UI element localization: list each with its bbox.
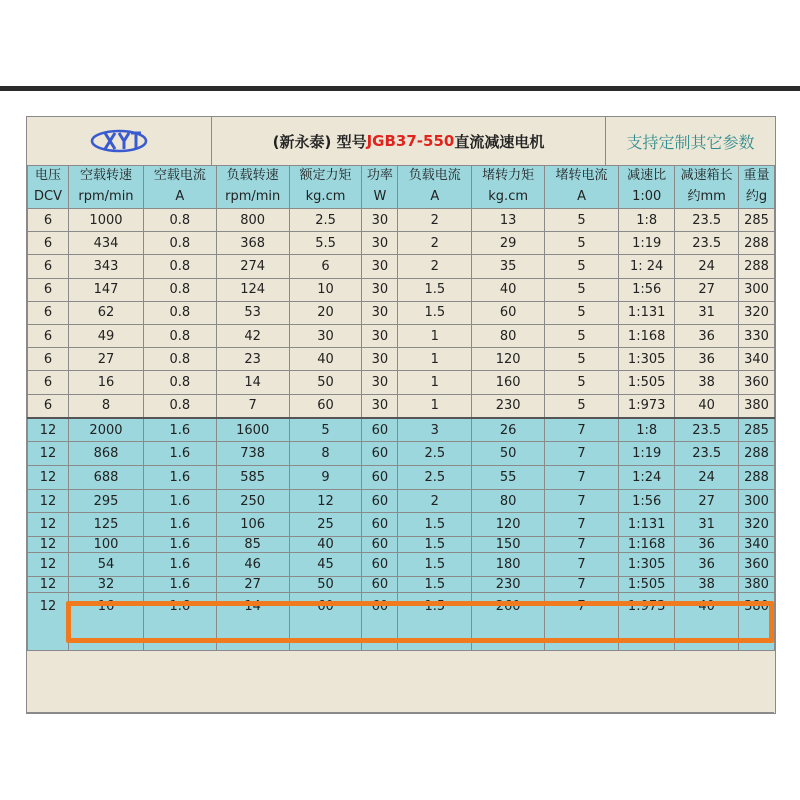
table-cell: 30 <box>362 371 398 394</box>
table-cell: 60 <box>362 442 398 466</box>
table-cell: 12 <box>28 553 69 577</box>
table-cell: 60 <box>362 592 398 650</box>
table-row <box>28 278 775 301</box>
table-cell: 1:168 <box>618 537 674 553</box>
table-cell: 36 <box>675 348 739 371</box>
table-cell: 60 <box>362 576 398 592</box>
table-cell: 1 <box>398 348 472 371</box>
table-cell: 1.6 <box>143 489 216 513</box>
table-cell: 147 <box>69 278 144 301</box>
table-row <box>28 232 775 255</box>
table-cell: 36 <box>675 324 739 347</box>
table-cell: 260 <box>472 592 545 650</box>
column-unit: A <box>577 189 586 204</box>
table-cell: 60 <box>362 537 398 553</box>
table-cell: 1.6 <box>143 442 216 466</box>
column-label: 空载电流 <box>153 168 206 183</box>
table-cell: 30 <box>289 324 362 347</box>
table-cell: 1.5 <box>398 278 472 301</box>
table-cell: 35 <box>472 255 545 278</box>
table-cell: 45 <box>289 553 362 577</box>
table-cell: 6 <box>28 371 69 394</box>
table-cell: 49 <box>69 324 144 347</box>
table-cell: 1:131 <box>618 301 674 324</box>
table-cell: 30 <box>362 394 398 418</box>
table-cell: 0.8 <box>143 348 216 371</box>
table-cell: 12 <box>28 489 69 513</box>
table-row <box>28 324 775 347</box>
table-cell: 0.8 <box>143 255 216 278</box>
table-cell: 1 <box>398 324 472 347</box>
table-cell: 1 <box>398 394 472 418</box>
table-cell: 30 <box>362 324 398 347</box>
table-cell: 10 <box>289 278 362 301</box>
table-cell: 2.5 <box>398 466 472 490</box>
table-cell: 6 <box>28 278 69 301</box>
table-row <box>28 394 775 418</box>
table-cell: 5.5 <box>289 232 362 255</box>
table-cell: 300 <box>738 489 774 513</box>
table-row <box>28 466 775 490</box>
bottom-rule <box>26 712 774 713</box>
table-cell: 6 <box>28 394 69 418</box>
table-cell: 285 <box>738 418 774 442</box>
spec-table <box>27 165 775 651</box>
table-cell: 7 <box>545 537 619 553</box>
table-cell: 40 <box>472 278 545 301</box>
table-cell: 2000 <box>69 418 144 442</box>
table-cell: 23 <box>216 348 289 371</box>
table-cell: 30 <box>362 348 398 371</box>
table-cell: 285 <box>738 209 774 232</box>
table-cell: 1:973 <box>618 394 674 418</box>
table-cell: 7 <box>216 394 289 418</box>
table-cell: 24 <box>675 255 739 278</box>
table-cell: 5 <box>545 255 619 278</box>
table-cell: 36 <box>675 537 739 553</box>
table-cell: 8 <box>289 442 362 466</box>
table-cell: 2.5 <box>398 442 472 466</box>
table-cell: 50 <box>472 442 545 466</box>
table-cell: 1.6 <box>143 513 216 537</box>
table-cell: 6 <box>28 255 69 278</box>
product-title <box>212 117 606 165</box>
table-cell: 800 <box>216 209 289 232</box>
column-label: 功率 <box>366 168 393 183</box>
model-prefix: 型号 <box>336 132 367 151</box>
table-cell: 50 <box>289 371 362 394</box>
table-cell: 5 <box>545 371 619 394</box>
column-unit: W <box>373 189 387 204</box>
table-cell: 5 <box>545 278 619 301</box>
table-cell: 5 <box>545 232 619 255</box>
table-cell: 30 <box>362 232 398 255</box>
table-cell: 60 <box>362 418 398 442</box>
table-cell: 60 <box>289 394 362 418</box>
xyt-logo <box>89 126 149 156</box>
column-label: 堵转力矩 <box>482 168 535 183</box>
table-cell: 1:56 <box>618 278 674 301</box>
column-unit: DCV <box>34 189 62 204</box>
table-cell: 42 <box>216 324 289 347</box>
table-row <box>28 209 775 232</box>
table-cell: 12 <box>28 513 69 537</box>
table-cell: 1:305 <box>618 348 674 371</box>
table-cell: 7 <box>545 513 619 537</box>
table-cell: 360 <box>738 371 774 394</box>
table-cell: 80 <box>472 324 545 347</box>
table-cell: 2 <box>398 255 472 278</box>
column-header <box>362 166 398 209</box>
column-label: 堵转电流 <box>555 168 608 183</box>
table-cell: 1:973 <box>618 592 674 650</box>
table-cell: 1.6 <box>143 592 216 650</box>
table-cell: 27 <box>675 489 739 513</box>
title-row <box>27 117 775 165</box>
table-cell: 300 <box>738 278 774 301</box>
table-cell: 26 <box>472 418 545 442</box>
table-cell: 1.6 <box>143 418 216 442</box>
column-unit: kg.cm <box>305 189 346 204</box>
table-cell: 14 <box>216 371 289 394</box>
table-cell: 27 <box>69 348 144 371</box>
table-cell: 30 <box>362 301 398 324</box>
table-cell: 688 <box>69 466 144 490</box>
table-cell: 2 <box>398 232 472 255</box>
table-cell: 5 <box>545 324 619 347</box>
table-cell: 230 <box>472 394 545 418</box>
table-cell: 434 <box>69 232 144 255</box>
table-cell: 46 <box>216 553 289 577</box>
table-cell: 30 <box>362 255 398 278</box>
table-cell: 288 <box>738 255 774 278</box>
column-unit: kg.cm <box>488 189 529 204</box>
table-cell: 2 <box>398 209 472 232</box>
table-cell: 1:8 <box>618 418 674 442</box>
table-cell: 6 <box>28 232 69 255</box>
table-row <box>28 576 775 592</box>
column-header <box>618 166 674 209</box>
column-header <box>28 166 69 209</box>
table-cell: 100 <box>69 537 144 553</box>
table-cell: 60 <box>362 489 398 513</box>
table-cell: 13 <box>472 209 545 232</box>
table-cell: 2 <box>398 489 472 513</box>
table-cell: 1:168 <box>618 324 674 347</box>
table-cell: 16 <box>69 371 144 394</box>
table-cell: 0.8 <box>143 301 216 324</box>
table-row <box>28 513 775 537</box>
table-cell: 12 <box>28 576 69 592</box>
table-cell: 38 <box>675 371 739 394</box>
table-cell: 7 <box>545 576 619 592</box>
table-cell: 380 <box>738 394 774 418</box>
table-cell: 1:131 <box>618 513 674 537</box>
table-cell: 380 <box>738 576 774 592</box>
table-cell: 7 <box>545 489 619 513</box>
table-cell: 124 <box>216 278 289 301</box>
table-cell: 360 <box>738 553 774 577</box>
table-cell: 340 <box>738 348 774 371</box>
table-cell: 54 <box>69 553 144 577</box>
table-cell: 6 <box>28 209 69 232</box>
table-cell: 0.8 <box>143 232 216 255</box>
table-cell: 27 <box>216 576 289 592</box>
table-cell: 180 <box>472 553 545 577</box>
table-cell: 25 <box>289 513 362 537</box>
table-row <box>28 537 775 553</box>
column-unit: rpm/min <box>225 189 281 204</box>
column-label: 负载电流 <box>408 168 461 183</box>
table-cell: 50 <box>289 576 362 592</box>
custom-note: 支持定制其它参数 <box>606 117 775 165</box>
table-cell: 738 <box>216 442 289 466</box>
table-cell: 1:56 <box>618 489 674 513</box>
table-cell: 1.5 <box>398 553 472 577</box>
column-label: 空载转速 <box>79 168 132 183</box>
table-cell: 330 <box>738 324 774 347</box>
table-cell: 23.5 <box>675 442 739 466</box>
table-cell: 1:8 <box>618 209 674 232</box>
column-header <box>472 166 545 209</box>
table-cell: 288 <box>738 442 774 466</box>
column-unit: 1:00 <box>632 189 662 204</box>
table-cell: 1.6 <box>143 537 216 553</box>
column-header <box>398 166 472 209</box>
table-cell: 60 <box>289 592 362 650</box>
column-header <box>143 166 216 209</box>
brand-name: (新永泰) <box>272 132 332 151</box>
table-row <box>28 418 775 442</box>
table-cell: 1:305 <box>618 553 674 577</box>
table-cell: 12 <box>28 442 69 466</box>
table-cell: 53 <box>216 301 289 324</box>
table-row <box>28 348 775 371</box>
table-cell: 320 <box>738 513 774 537</box>
table-cell: 31 <box>675 513 739 537</box>
table-cell: 62 <box>69 301 144 324</box>
table-cell: 20 <box>289 301 362 324</box>
table-cell: 1.5 <box>398 301 472 324</box>
table-cell: 160 <box>472 371 545 394</box>
column-header <box>675 166 739 209</box>
table-cell: 7 <box>545 442 619 466</box>
header-row <box>28 166 775 209</box>
table-cell: 23.5 <box>675 232 739 255</box>
table-cell: 5 <box>289 418 362 442</box>
table-cell: 585 <box>216 466 289 490</box>
column-header <box>289 166 362 209</box>
column-label: 额定力矩 <box>299 168 352 183</box>
table-cell: 6 <box>28 301 69 324</box>
table-cell: 1:505 <box>618 371 674 394</box>
table-cell: 27 <box>675 278 739 301</box>
column-unit: 约g <box>745 189 768 204</box>
column-unit: rpm/min <box>78 189 134 204</box>
table-cell: 288 <box>738 232 774 255</box>
highlighted-row-frame <box>66 601 774 643</box>
table-cell: 0.8 <box>143 371 216 394</box>
table-row <box>28 553 775 577</box>
table-cell: 368 <box>216 232 289 255</box>
table-cell: 36 <box>675 553 739 577</box>
table-cell: 7 <box>545 418 619 442</box>
table-cell: 0.8 <box>143 394 216 418</box>
table-cell: 5 <box>545 394 619 418</box>
table-cell: 120 <box>472 348 545 371</box>
table-cell: 60 <box>472 301 545 324</box>
table-cell: 30 <box>362 278 398 301</box>
table-cell: 23.5 <box>675 209 739 232</box>
table-cell: 7 <box>545 466 619 490</box>
table-cell: 1.6 <box>143 553 216 577</box>
table-cell: 125 <box>69 513 144 537</box>
table-cell: 6 <box>28 324 69 347</box>
table-cell: 31 <box>675 301 739 324</box>
table-cell: 38 <box>675 576 739 592</box>
table-cell: 23.5 <box>675 418 739 442</box>
table-cell: 5 <box>545 348 619 371</box>
table-cell: 868 <box>69 442 144 466</box>
table-cell: 60 <box>362 553 398 577</box>
table-cell: 3 <box>398 418 472 442</box>
table-cell: 12 <box>28 418 69 442</box>
column-unit: A <box>175 189 185 204</box>
table-cell: 120 <box>472 513 545 537</box>
table-cell: 150 <box>472 537 545 553</box>
table-row <box>28 489 775 513</box>
column-unit: 约mm <box>687 189 726 204</box>
table-cell: 320 <box>738 301 774 324</box>
table-cell: 106 <box>216 513 289 537</box>
top-divider <box>0 86 800 91</box>
table-cell: 12 <box>289 489 362 513</box>
table-row <box>28 371 775 394</box>
table-cell: 40 <box>289 537 362 553</box>
table-cell: 1: 24 <box>618 255 674 278</box>
table-cell: 5 <box>545 209 619 232</box>
table-cell: 40 <box>289 348 362 371</box>
table-cell: 380 <box>738 592 774 650</box>
column-header <box>738 166 774 209</box>
table-cell: 1600 <box>216 418 289 442</box>
table-cell: 12 <box>28 537 69 553</box>
table-cell: 60 <box>362 513 398 537</box>
column-label: 减速箱长 <box>680 168 733 183</box>
table-cell: 16 <box>69 592 144 650</box>
table-cell: 274 <box>216 255 289 278</box>
table-cell: 1:19 <box>618 442 674 466</box>
table-cell: 24 <box>675 466 739 490</box>
column-unit: A <box>430 189 440 204</box>
logo-cell <box>27 117 212 165</box>
table-row <box>28 255 775 278</box>
table-cell: 40 <box>675 592 739 650</box>
table-cell: 12 <box>28 466 69 490</box>
table-cell: 7 <box>545 553 619 577</box>
table-cell: 288 <box>738 466 774 490</box>
table-cell: 1:505 <box>618 576 674 592</box>
table-cell: 8 <box>69 394 144 418</box>
column-label: 电压 <box>35 168 62 183</box>
table-cell: 340 <box>738 537 774 553</box>
column-label: 重量 <box>743 168 770 183</box>
table-cell: 9 <box>289 466 362 490</box>
table-cell: 30 <box>362 209 398 232</box>
table-cell: 1.5 <box>398 537 472 553</box>
table-cell: 250 <box>216 489 289 513</box>
table-cell: 230 <box>472 576 545 592</box>
table-cell: 80 <box>472 489 545 513</box>
table-cell: 40 <box>675 394 739 418</box>
table-cell: 295 <box>69 489 144 513</box>
table-cell: 1.6 <box>143 466 216 490</box>
column-header <box>69 166 144 209</box>
table-cell: 29 <box>472 232 545 255</box>
table-cell: 1.5 <box>398 576 472 592</box>
table-cell: 343 <box>69 255 144 278</box>
product-name: 直流减速电机 <box>454 132 545 151</box>
table-cell: 1.6 <box>143 576 216 592</box>
column-label: 减速比 <box>627 168 667 183</box>
table-cell: 1:19 <box>618 232 674 255</box>
table-cell: 32 <box>69 576 144 592</box>
table-cell: 7 <box>545 592 619 650</box>
table-cell: 14 <box>216 592 289 650</box>
table-cell: 0.8 <box>143 324 216 347</box>
column-header <box>545 166 619 209</box>
table-cell: 1:24 <box>618 466 674 490</box>
table-row <box>28 301 775 324</box>
table-cell: 6 <box>28 348 69 371</box>
table-cell: 55 <box>472 466 545 490</box>
table-cell: 0.8 <box>143 278 216 301</box>
model-number: JGB37-550 <box>366 132 455 150</box>
column-label: 负载转速 <box>226 168 279 183</box>
table-cell: 6 <box>289 255 362 278</box>
table-cell: 5 <box>545 301 619 324</box>
table-cell: 12 <box>28 592 69 650</box>
table-cell: 1.5 <box>398 592 472 650</box>
column-header <box>216 166 289 209</box>
table-cell: 2.5 <box>289 209 362 232</box>
table-cell: 1 <box>398 371 472 394</box>
table-cell: 1000 <box>69 209 144 232</box>
table-cell: 1.5 <box>398 513 472 537</box>
table-row <box>28 442 775 466</box>
table-cell: 85 <box>216 537 289 553</box>
table-cell: 0.8 <box>143 209 216 232</box>
table-cell: 60 <box>362 466 398 490</box>
